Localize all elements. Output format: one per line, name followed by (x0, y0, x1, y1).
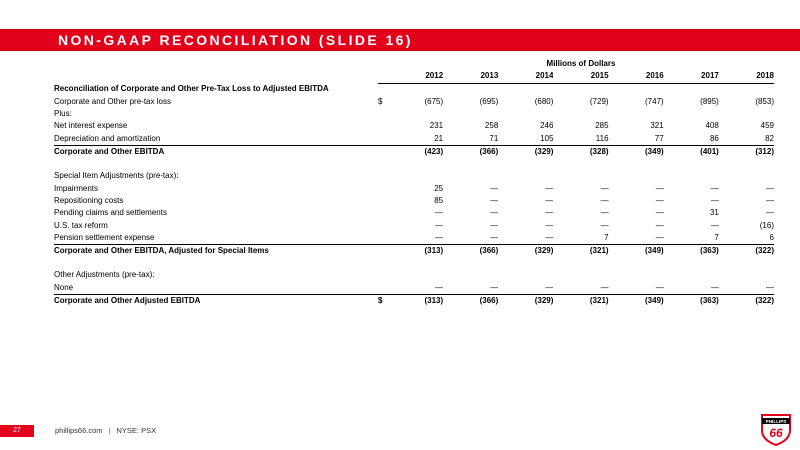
value-cell: — (710, 195, 719, 205)
currency-symbol (378, 207, 388, 219)
value-cell: (895) (700, 96, 719, 106)
value-cell (553, 83, 608, 96)
value-cell (719, 83, 774, 96)
table-row (54, 108, 774, 120)
row-label: Impairments (54, 183, 99, 193)
value-cell: — (490, 183, 499, 193)
value-cell: (349) (609, 146, 664, 159)
logo-top-text: PHILLIPS (765, 418, 787, 424)
value-cell: 116 (595, 133, 609, 143)
units-label: Millions of Dollars (546, 59, 616, 68)
value-cell: — (600, 183, 609, 193)
row-label: U.S. tax reform (54, 220, 108, 230)
currency-symbol (378, 170, 388, 182)
value-cell: 82 (765, 133, 774, 143)
value-cell (719, 158, 774, 170)
year-header-row (54, 70, 774, 83)
currency-symbol (378, 232, 388, 245)
value-cell: — (435, 220, 444, 230)
row-label: Repositioning costs (54, 195, 124, 205)
year-header: 2016 (609, 70, 664, 83)
value-cell (388, 83, 443, 96)
value-cell: — (710, 183, 719, 193)
table-row (54, 133, 774, 146)
value-cell: — (766, 208, 774, 218)
currency-symbol (378, 146, 388, 159)
value-cell: 86 (709, 133, 719, 143)
value-cell: 408 (705, 121, 719, 131)
value-cell: 105 (540, 133, 554, 143)
currency-symbol (378, 133, 388, 146)
value-cell (609, 108, 664, 120)
value-cell: — (490, 232, 499, 242)
value-cell: — (435, 232, 444, 242)
value-cell (664, 269, 719, 281)
value-cell: 6 (769, 232, 774, 242)
row-label (54, 158, 378, 170)
value-cell: 7 (604, 232, 609, 242)
row-label: Plus: (54, 109, 72, 119)
value-cell (719, 269, 774, 281)
value-cell (498, 170, 553, 182)
value-cell: (313) (388, 245, 443, 258)
value-cell (609, 158, 664, 170)
value-cell: 285 (595, 121, 609, 131)
value-cell: — (655, 220, 664, 230)
row-label: Special Item Adjustments (pre-tax): (54, 171, 179, 181)
value-cell (553, 158, 608, 170)
value-cell: (329) (498, 245, 553, 258)
value-cell: — (600, 220, 609, 230)
value-cell (553, 257, 608, 269)
value-cell: (322) (719, 295, 774, 308)
value-cell (719, 108, 774, 120)
currency-symbol (378, 83, 388, 96)
currency-symbol (378, 120, 388, 132)
value-cell (388, 170, 443, 182)
value-cell: 246 (540, 121, 554, 131)
row-label: Pending claims and settlements (54, 208, 167, 218)
value-cell: (328) (553, 146, 608, 159)
value-cell (609, 269, 664, 281)
value-cell: (680) (534, 96, 554, 106)
value-cell: 31 (709, 208, 719, 218)
value-cell (443, 170, 498, 182)
year-header: 2014 (498, 70, 553, 83)
row-label: None (54, 282, 74, 292)
value-cell: (695) (479, 96, 499, 106)
value-cell: (329) (498, 146, 553, 159)
row-label: Corporate and Other EBITDA, Adjusted for Special Items (54, 245, 378, 258)
value-cell: — (710, 220, 719, 230)
value-cell: 459 (760, 121, 774, 131)
value-cell (388, 257, 443, 269)
value-cell (609, 170, 664, 182)
phillips66-logo (759, 412, 793, 446)
value-cell: (312) (719, 146, 774, 159)
footer-site: phillips66.com (55, 426, 103, 435)
value-cell: — (545, 195, 554, 205)
table-row (54, 220, 774, 232)
value-cell (719, 257, 774, 269)
row-label: Pension settlement expense (54, 232, 155, 242)
row-label: Corporate and Other Adjusted EBITDA (54, 295, 378, 308)
value-cell: — (435, 208, 444, 218)
value-cell: — (490, 282, 499, 292)
currency-symbol (378, 257, 388, 269)
currency-symbol (378, 108, 388, 120)
value-cell: — (655, 208, 664, 218)
value-cell: (747) (645, 96, 664, 106)
value-cell (609, 83, 664, 96)
value-cell (388, 158, 443, 170)
table-row (54, 170, 774, 182)
page-number-badge: 27 (0, 425, 34, 437)
value-cell (553, 269, 608, 281)
value-cell: — (545, 282, 554, 292)
value-cell (498, 158, 553, 170)
year-header: 2012 (388, 70, 443, 83)
value-cell: — (600, 282, 609, 292)
value-cell: (313) (388, 295, 443, 308)
logo-number: 66 (769, 426, 783, 440)
value-cell (443, 83, 498, 96)
currency-symbol (378, 282, 388, 295)
value-cell (553, 108, 608, 120)
value-cell: (675) (424, 96, 444, 106)
value-cell: — (766, 282, 774, 292)
value-cell: 85 (434, 195, 444, 205)
value-cell: 258 (484, 121, 499, 131)
table-row (54, 282, 774, 295)
value-cell: (321) (553, 295, 608, 308)
currency-symbol: $ (378, 295, 388, 308)
value-cell: — (655, 183, 664, 193)
value-cell: — (600, 195, 609, 205)
value-cell (664, 170, 719, 182)
table-row (54, 183, 774, 195)
value-cell (498, 269, 553, 281)
value-cell (388, 108, 443, 120)
value-cell (388, 269, 443, 281)
value-cell: (329) (498, 295, 553, 308)
value-cell: (366) (443, 146, 498, 159)
page-title: NON-GAAP RECONCILIATION (SLIDE 16) (58, 32, 413, 48)
value-cell (498, 83, 553, 96)
value-cell: (423) (388, 146, 443, 159)
value-cell (664, 108, 719, 120)
table-row (54, 83, 774, 96)
value-cell: 71 (489, 133, 499, 143)
value-cell: (363) (664, 245, 719, 258)
value-cell: — (545, 232, 554, 242)
footer-text (55, 426, 156, 435)
row-label: Other Adjustments (pre-tax): (54, 270, 155, 280)
row-label: Corporate and Other EBITDA (54, 146, 378, 159)
value-cell: — (655, 282, 664, 292)
value-cell: 25 (434, 183, 444, 193)
row-label (54, 257, 378, 269)
footer-ticker: NYSE: PSX (116, 426, 157, 435)
year-header: 2017 (664, 70, 719, 83)
table-row (54, 195, 774, 207)
value-cell: — (600, 208, 609, 218)
value-cell (443, 158, 498, 170)
row-label: Reconciliation of Corporate and Other Pre-Tax Loss to Adjusted EBITDA (54, 84, 329, 94)
value-cell: — (545, 183, 554, 193)
value-cell: (729) (589, 96, 609, 106)
value-cell: 7 (714, 232, 719, 242)
units-row (54, 58, 774, 70)
value-cell (664, 158, 719, 170)
currency-symbol: $ (378, 96, 383, 106)
table-row (54, 146, 774, 159)
value-cell: (321) (553, 245, 608, 258)
value-cell: (349) (609, 295, 664, 308)
value-cell: (16) (759, 220, 774, 230)
value-cell: 321 (650, 121, 664, 131)
value-cell: 231 (429, 121, 444, 131)
spacer-row (54, 257, 774, 269)
currency-symbol (378, 269, 388, 281)
value-cell: — (490, 195, 499, 205)
value-cell: (853) (755, 96, 774, 106)
value-cell (498, 257, 553, 269)
currency-symbol (378, 158, 388, 170)
value-cell: — (490, 208, 499, 218)
value-cell: (363) (664, 295, 719, 308)
value-cell: (349) (609, 245, 664, 258)
year-header: 2013 (443, 70, 498, 83)
table-row (54, 232, 774, 245)
value-cell (553, 170, 608, 182)
currency-symbol (378, 245, 388, 258)
currency-symbol (378, 183, 388, 195)
value-cell: 21 (434, 133, 444, 143)
value-cell: — (545, 220, 554, 230)
table-row (54, 245, 774, 258)
value-cell: — (655, 232, 664, 242)
value-cell: (322) (719, 245, 774, 258)
row-label: Corporate and Other pre-tax loss (54, 96, 171, 106)
value-cell (609, 257, 664, 269)
value-cell: — (766, 183, 774, 193)
currency-symbol (378, 195, 388, 207)
value-cell (443, 269, 498, 281)
reconciliation-table (54, 58, 774, 307)
table-row (54, 207, 774, 219)
row-label: Net interest expense (54, 121, 128, 131)
value-cell: — (545, 208, 554, 218)
table-row (54, 120, 774, 132)
value-cell (664, 257, 719, 269)
value-cell: — (710, 282, 719, 292)
value-cell: (366) (443, 245, 498, 258)
value-cell (719, 170, 774, 182)
table-row (54, 295, 774, 308)
year-header: 2015 (553, 70, 608, 83)
spacer-row (54, 158, 774, 170)
currency-symbol (378, 220, 388, 232)
value-cell: (366) (443, 295, 498, 308)
value-cell (443, 108, 498, 120)
year-header: 2018 (719, 70, 774, 83)
title-banner (0, 29, 800, 51)
value-cell (443, 257, 498, 269)
value-cell: — (655, 195, 664, 205)
value-cell: 77 (654, 133, 664, 143)
footer-separator: | (108, 426, 111, 435)
table-row (54, 269, 774, 281)
table-row (54, 96, 774, 108)
value-cell (664, 83, 719, 96)
value-cell: — (766, 195, 774, 205)
row-label: Depreciation and amortization (54, 133, 161, 143)
value-cell: — (435, 282, 444, 292)
value-cell (498, 108, 553, 120)
value-cell: — (490, 220, 499, 230)
value-cell: (401) (664, 146, 719, 159)
